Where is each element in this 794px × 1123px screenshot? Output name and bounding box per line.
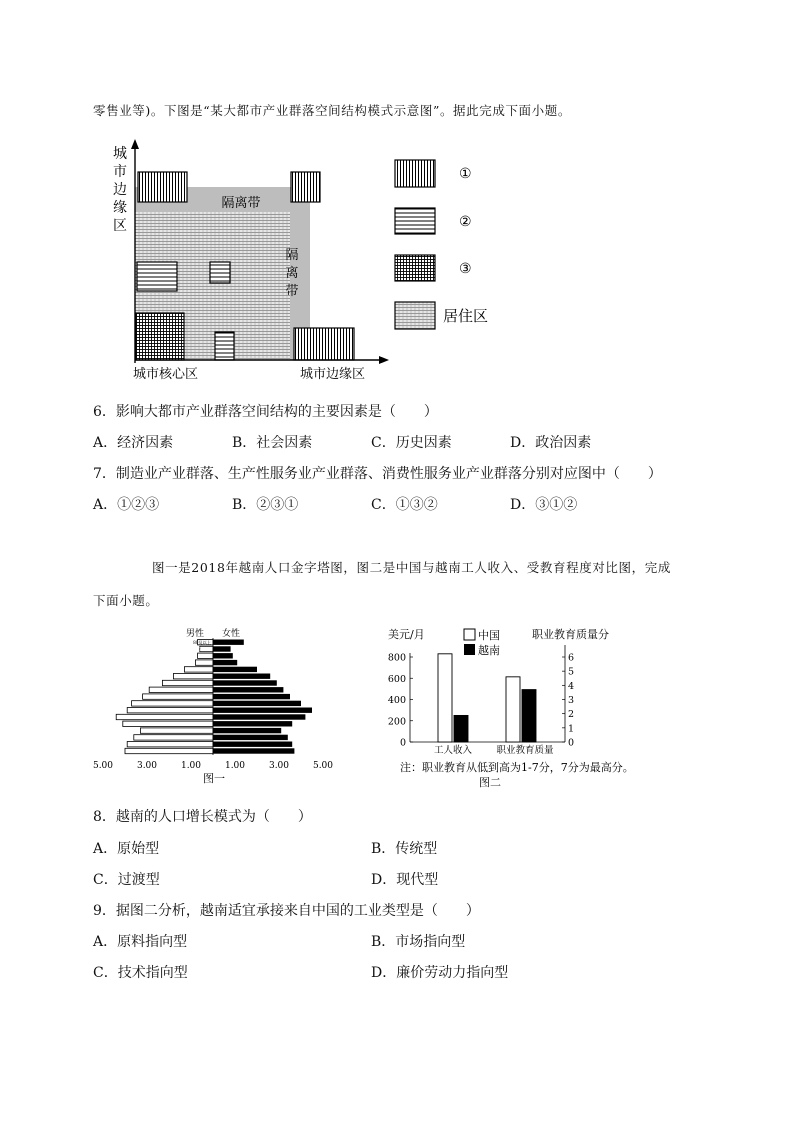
intro-text-1: 零售业等)。下图是“某大都市产业群落空间结构模式示意图”。据此完成下面小题。 [93,103,571,118]
bar-vietnam [454,715,468,742]
y-tick-right: 5 [568,666,575,678]
pyramid-male-bar [125,748,213,753]
isolation-band-top-label: 隔离带 [221,196,261,211]
cluster-type-2-block [215,332,234,360]
question-8-stem: 8．越南的人口增长模式为（ ） [93,809,312,825]
q6-option-c[interactable]: C．历史因素 [371,435,452,451]
pyramid-female-bar [213,701,301,706]
y-axis-label-char: 缘 [113,200,127,216]
isolation-band-right-char: 带 [285,284,299,299]
pyramid-age-label: 0-4 [204,748,211,754]
pyramid-age-label: 25-29 [198,714,211,720]
pyramid-x-tick: 3.00 [268,761,290,771]
legend-label-residential: 居住区 [443,307,489,325]
legend-swatch-china [464,629,475,640]
q6-option-b[interactable]: B．社会因素 [232,435,313,451]
q7-option-a[interactable]: A．①②③ [93,497,160,513]
y-tick-right: 1 [568,723,575,735]
isolation-band-right-char: 隔 [285,248,299,263]
pyramid-age-label: 40-44 [198,694,211,700]
pyramid-female-bar [213,667,257,672]
y-axis-label-char: 边 [113,182,127,198]
x-label-edge: 城市边缘区 [300,367,366,382]
pyramid-female-bar [213,660,237,665]
pyramid-x-tick: 5.00 [92,761,114,771]
q6-option-d[interactable]: D．政治因素 [510,435,592,451]
legend-swatch-3 [395,255,435,281]
legend-label-2: ② [459,214,472,230]
q9-option-a[interactable]: A．原料指向型 [93,934,188,950]
legend-label-3: ③ [459,261,472,277]
legend-swatch-residential [395,302,435,329]
chart-ylabel-right: 职业教育质量分 [532,628,609,641]
legend-label-1: ① [459,166,472,182]
pyramid-male-label: 男性 [185,629,204,639]
pyramid-female-bar [213,708,312,713]
pyramid-x-tick: 5.00 [312,761,334,771]
income-education-chart [380,624,680,789]
q8-option-b[interactable]: B．传统型 [371,841,438,857]
legend-swatch-vietnam [464,644,475,655]
intro-text-2a: 图一是2018年越南人口金字塔图，图二是中国与越南工人收入、受教育程度对比图，完成 [152,560,671,575]
q8-option-a[interactable]: A．原始型 [93,841,160,857]
pyramid-age-label: 70-74 [198,653,211,659]
pyramid-female-bar [213,748,294,753]
pyramid-x-tick: 1.00 [180,761,202,771]
pyramid-female-bar [213,653,233,658]
q6-option-a[interactable]: A．经济因素 [93,435,174,451]
q7-option-c[interactable]: C．①③② [371,497,438,513]
legend-swatch-1 [395,160,435,187]
pyramid-female-bar [213,714,305,719]
isolation-band-right-char: 离 [285,266,299,281]
y-tick-right: 3 [568,695,575,706]
y-axis-label-char: 城 [113,146,127,162]
y-tick-left: 600 [387,673,406,685]
y-tick-right: 6 [568,652,575,664]
pyramid-age-label: 35-39 [198,701,211,707]
q9-option-d[interactable]: D．廉价劳动力指向型 [371,965,509,981]
cluster-type-2-block [137,262,177,291]
y-tick-left: 200 [387,716,406,728]
pyramid-female-bar [213,646,231,651]
population-pyramid [88,622,348,787]
pyramid-female-bar [213,674,270,679]
pyramid-x-tick: 3.00 [136,761,158,771]
pyramid-age-label: 10-14 [198,735,211,741]
pyramid-age-label: 60-64 [198,667,211,673]
bar-china [438,654,452,742]
pyramid-age-label: 5-9 [204,742,211,747]
pyramid-age-label: 15-19 [198,728,211,734]
q7-option-d[interactable]: D．③①② [510,497,578,513]
legend-label-china: 中国 [478,629,500,642]
y-tick-right: 0 [568,737,575,749]
pyramid-male-bar [127,742,213,747]
pyramid-age-label: 30-34 [198,708,211,713]
legend-swatch-2 [395,208,435,234]
y-tick-left: 800 [387,652,406,664]
question-6-stem: 6．影响大都市产业群落空间结构的主要因素是（ ） [93,404,438,420]
pyramid-female-bar [213,694,290,699]
x-category-label: 工人收入 [433,745,473,756]
intro-text-2b: 下面小题。 [93,593,159,608]
pyramid-female-bar [213,742,292,747]
cluster-type-3-block [136,313,184,360]
y-tick-left: 400 [387,695,406,706]
cluster-type-1-block [294,328,354,360]
pyramid-x-tick: 1.00 [224,761,246,771]
industry-cluster-diagram [105,135,505,385]
pyramid-age-label: 20-24 [198,721,211,727]
q8-option-d[interactable]: D．现代型 [371,872,439,888]
q9-option-b[interactable]: B．市场指向型 [371,934,466,950]
chart-caption: 图二 [479,776,501,789]
chart-ylabel-left: 美元/月 [388,628,425,641]
pyramid-age-label: 45-49 [198,687,211,693]
question-9-stem: 9．据图二分析，越南适宜承接来自中国的工业类型是（ ） [93,903,480,919]
pyramid-age-label: 50-54 [198,680,211,686]
pyramid-female-bar [213,728,281,733]
q8-option-c[interactable]: C．过渡型 [93,872,160,888]
x-category-label: 职业教育质量 [496,745,554,756]
legend-label-vietnam: 越南 [478,644,500,657]
pyramid-female-bar [213,680,277,685]
pyramid-age-label: 55-59 [198,674,211,679]
y-axis-label-char: 区 [113,218,127,234]
cluster-type-1-block [291,172,320,202]
chart-note: 注：职业教育从低到高为1-7分，7分为最高分。 [400,761,634,774]
question-7-stem: 7．制造业产业群落、生产性服务业产业群落、消费性服务业产业群落分别对应图中（ ） [93,466,662,482]
cluster-type-2-block [210,262,230,283]
pyramid-age-label: 65-69 [198,660,211,666]
x-label-core: 城市核心区 [133,367,199,382]
pyramid-age-label: 75-79 [198,646,211,652]
pyramid-female-bar [213,721,292,726]
pyramid-caption: 图一 [203,772,225,785]
y-tick-right: 2 [568,709,575,721]
q7-option-b[interactable]: B．②③① [232,497,299,513]
pyramid-female-bar [213,687,283,692]
cluster-type-1-block [138,172,187,202]
pyramid-age-label: 80及以上 [193,640,211,645]
y-tick-left: 0 [399,737,406,749]
q9-option-c[interactable]: C．技术指向型 [93,965,188,981]
bar-vietnam [522,690,536,742]
pyramid-female-bar [213,640,244,645]
pyramid-female-label: 女性 [222,629,241,639]
y-axis-label-char: 市 [113,164,127,180]
pyramid-female-bar [213,735,288,740]
bar-china [506,677,520,742]
y-tick-right: 4 [568,680,575,692]
